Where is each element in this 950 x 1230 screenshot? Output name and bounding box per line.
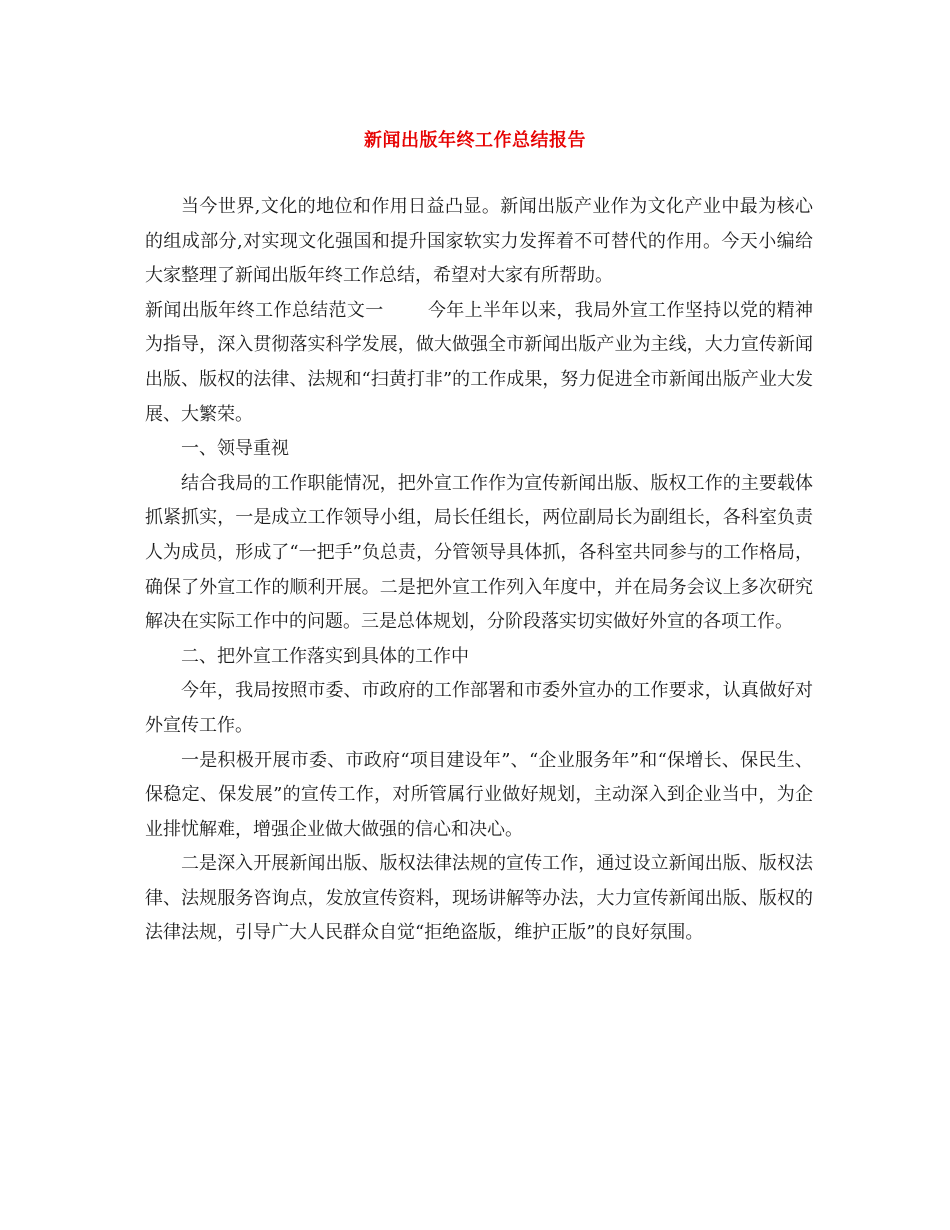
section2-intro-paragraph: 今年，我局按照市委、市政府的工作部署和市委外宣办的工作要求，认真做好对外宣传工作。 xyxy=(145,680,813,736)
section1-heading: 一、领导重视 xyxy=(181,438,289,460)
section1-paragraph: 结合我局的工作职能情况，把外宣工作作为宣传新闻出版、版权工作的主要载体抓紧抓实，一是成立工作领导小组，局长任组长，两位副局长为副组长，各科室负责人为成员，形成了“一把手”负总责，分管领导具体抓，各科室共同参与的工作格局，确保了外宣工作的顺利开展。二是把外宣工作列入年度中，并在局务会议上多次研究解决在实际工作中的问题。三是总体规划，分阶段落实切实做好外宣的各项工作。 xyxy=(145,472,813,633)
sample-paragraph xyxy=(145,294,813,432)
section2-item2-paragraph: 二是深入开展新闻出版、版权法律法规的宣传工作，通过设立新闻出版、版权法律、法规服务咨询点，发放宣传资料，现场讲解等办法，大力宣传新闻出版、版权的法律法规，引导广大人民群众自觉“拒绝盗版，维护正版”的良好氛围。 xyxy=(145,853,813,944)
sample-heading: 新闻出版年终工作总结范文一 xyxy=(145,299,384,321)
document-body xyxy=(145,190,813,951)
document-title: 新闻出版年终工作总结报告 xyxy=(364,130,586,151)
intro-paragraph: 当今世界,文化的地位和作用日益凸显。新闻出版产业作为文化产业中最为核心的组成部分,对实现文化强国和提升国家软实力发挥着不可替代的作用。今天小编给大家整理了新闻出版年终工作总结，希望对大家有所帮助。 xyxy=(145,196,813,287)
sample-intro-text: 今年上半年以来，我局外宣工作坚持以党的精神为指导，深入贯彻落实科学发展，做大做强全市新闻出版产业为主线，大力宣传新闻出版、版权的法律、法规和“扫黄打非”的工作成果，努力促进全市新闻出版产业大发展、大繁荣。 xyxy=(145,299,814,425)
section2-item1-paragraph: 一是积极开展市委、市政府“项目建设年”、“企业服务年”和“保增长、保民生、保稳定、保发展”的宣传工作，对所管属行业做好规划，主动深入到企业当中，为企业排忧解难，增强企业做大做强的信心和决心。 xyxy=(145,749,813,840)
section2-heading: 二、把外宣工作落实到具体的工作中 xyxy=(181,645,469,667)
